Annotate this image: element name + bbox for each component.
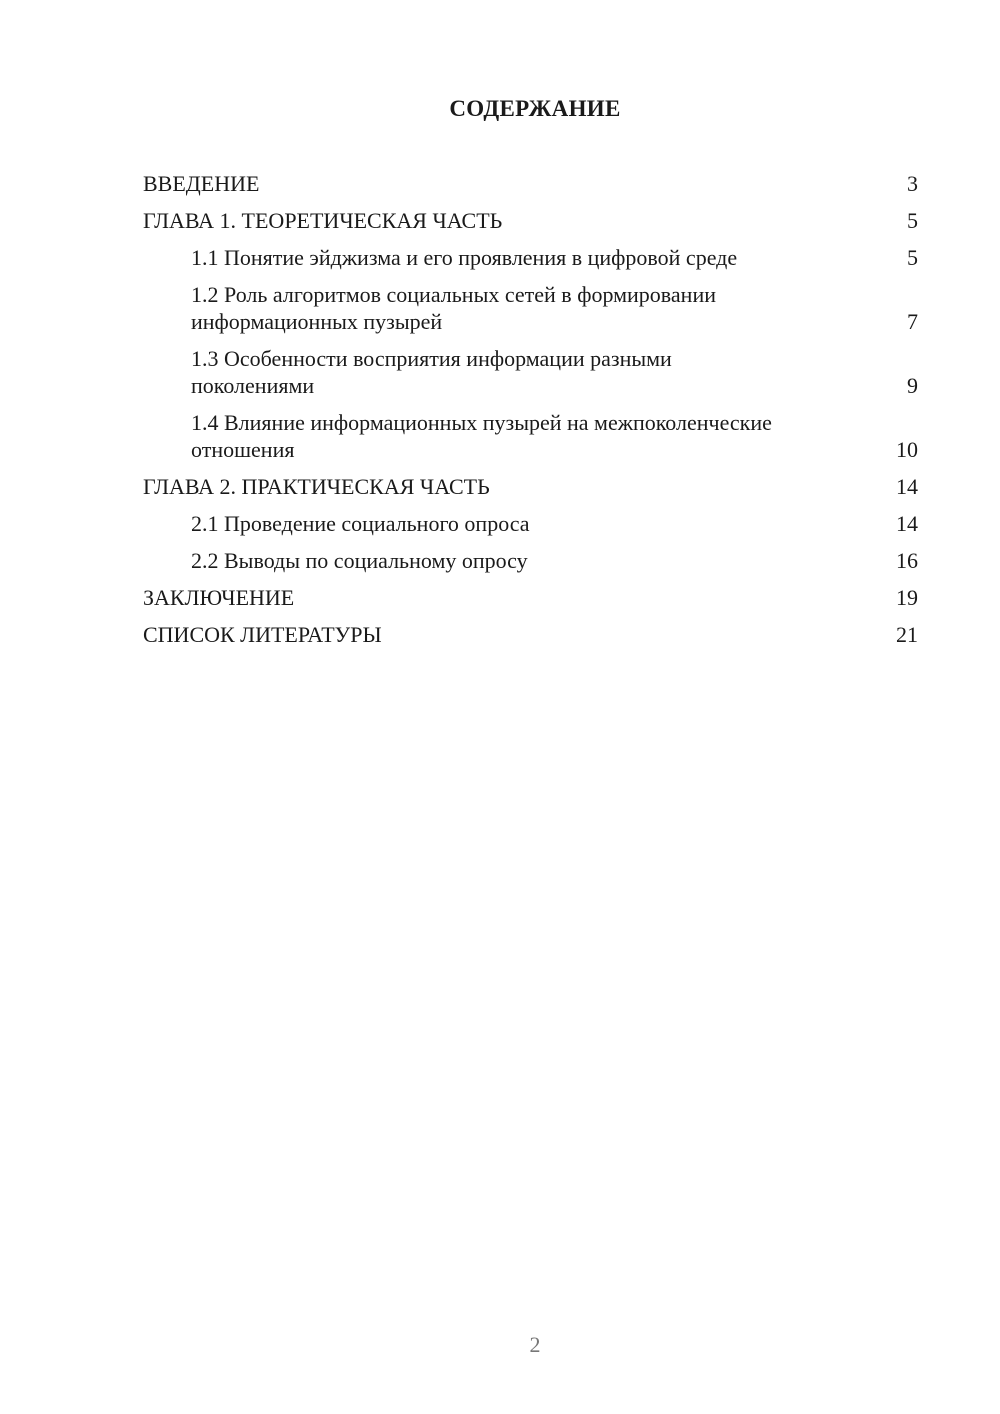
page-number: 2 [529, 1332, 541, 1357]
toc-entry-section-1-2[interactable] [143, 281, 918, 335]
toc-entry-text: СПИСОК ЛИТЕРАТУРЫ [143, 622, 382, 647]
toc-entry-page: 9 [907, 373, 918, 398]
toc-entry-page: 14 [896, 511, 918, 536]
toc-entry-page: 14 [896, 474, 918, 499]
toc-entry-section-1-3[interactable] [143, 345, 918, 399]
table-of-contents [143, 170, 918, 658]
toc-entry-chapter-1[interactable] [143, 207, 918, 234]
toc-entry-text: ГЛАВА 2. ПРАКТИЧЕСКАЯ ЧАСТЬ [143, 474, 490, 499]
toc-entry-page: 5 [907, 208, 918, 233]
toc-entry-section-1-4[interactable] [143, 409, 918, 463]
toc-entry-text: ЗАКЛЮЧЕНИЕ [143, 585, 295, 610]
toc-entry-text: 2.2 Выводы по социальному опросу [191, 548, 528, 573]
toc-entry-text: 1.1 Понятие эйджизма и его проявления в цифровой среде [191, 245, 738, 270]
toc-entry-section-2-1[interactable] [143, 510, 918, 537]
toc-entry-text: ВВЕДЕНИЕ [143, 171, 260, 196]
toc-entry-text: 1.3 Особенности восприятия информации разными поколениями [191, 346, 672, 398]
toc-entry-introduction[interactable] [143, 170, 918, 197]
toc-entry-text: ГЛАВА 1. ТЕОРЕТИЧЕСКАЯ ЧАСТЬ [143, 208, 503, 233]
toc-entry-conclusion[interactable] [143, 584, 918, 611]
toc-entry-page: 3 [907, 171, 918, 196]
toc-entry-page: 16 [896, 548, 918, 573]
toc-entry-page: 10 [896, 437, 918, 462]
toc-entry-page: 5 [907, 245, 918, 270]
toc-entry-page: 21 [896, 622, 918, 647]
toc-entry-section-1-1[interactable] [143, 244, 918, 271]
toc-entry-page: 7 [907, 309, 918, 334]
toc-title: СОДЕРЖАНИЕ [449, 96, 621, 121]
toc-entry-page: 19 [896, 585, 918, 610]
toc-entry-text: 1.2 Роль алгоритмов социальных сетей в формировании информационных пузырей [191, 282, 716, 334]
toc-entry-section-2-2[interactable] [143, 547, 918, 574]
toc-entry-text: 1.4 Влияние информационных пузырей на межпоколенческие отношения [191, 410, 772, 462]
toc-entry-bibliography[interactable] [143, 621, 918, 648]
toc-entry-chapter-2[interactable] [143, 473, 918, 500]
toc-entry-text: 2.1 Проведение социального опроса [191, 511, 530, 536]
